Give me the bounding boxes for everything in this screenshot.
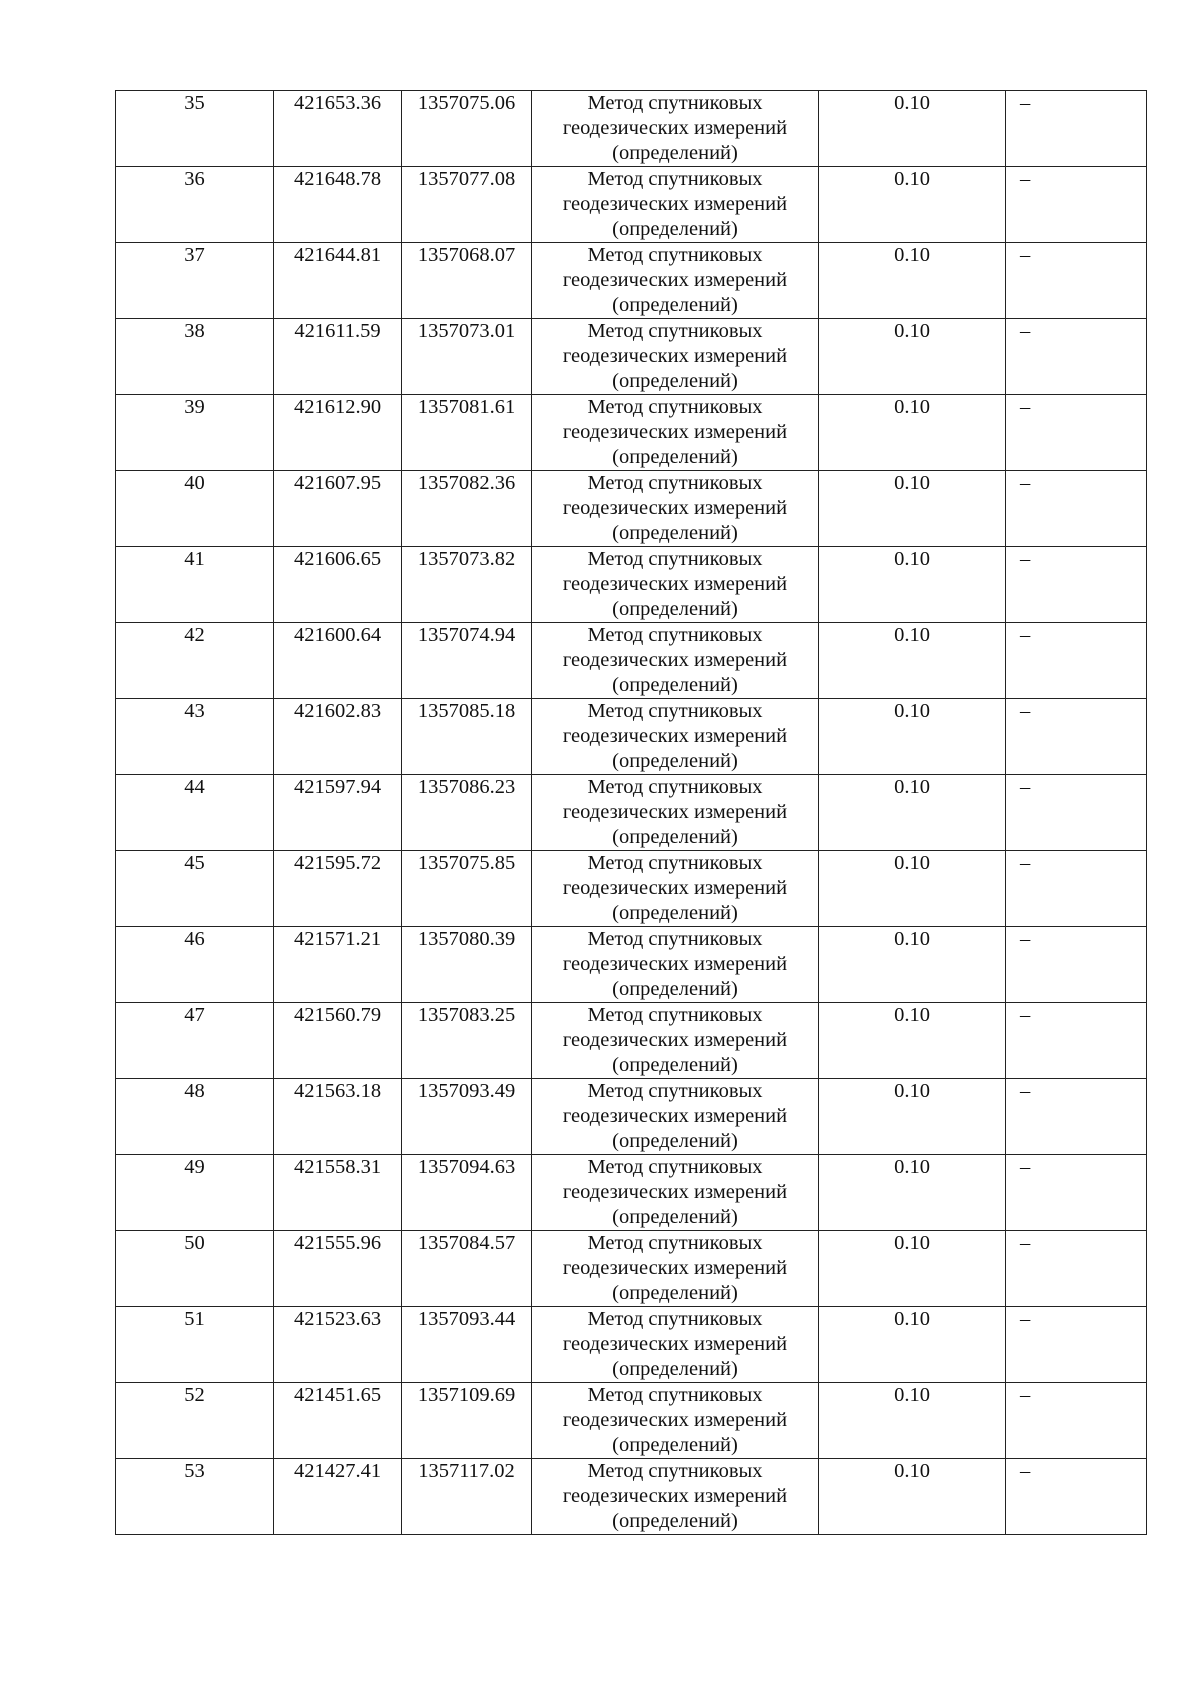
y-coordinate-cell-text: 1357081.61 — [417, 396, 516, 418]
point-number-cell-text: 45 — [184, 852, 205, 874]
note-cell-text: – — [1020, 700, 1031, 722]
y-coordinate-cell — [402, 699, 532, 775]
method-cell — [532, 319, 819, 395]
method-text-line: геодезических измерений — [562, 269, 788, 291]
point-number-cell — [116, 395, 274, 471]
note-cell-text: – — [1020, 1308, 1031, 1330]
note-cell — [1006, 395, 1147, 471]
table-row — [116, 927, 1147, 1003]
accuracy-cell — [819, 851, 1006, 927]
note-cell — [1006, 167, 1147, 243]
y-coordinate-cell-text: 1357082.36 — [417, 472, 516, 494]
y-coordinate-cell — [402, 395, 532, 471]
method-text-line: Метод спутниковых — [587, 1080, 763, 1102]
y-coordinate-cell — [402, 1307, 532, 1383]
x-coordinate-cell — [274, 1383, 402, 1459]
note-cell-text: – — [1020, 396, 1031, 418]
note-cell-text: – — [1020, 1004, 1031, 1026]
accuracy-cell-text: 0.10 — [894, 1156, 930, 1178]
x-coordinate-cell-text: 421648.78 — [293, 168, 382, 190]
accuracy-cell — [819, 1459, 1006, 1535]
point-number-cell-text: 43 — [184, 700, 205, 722]
point-number-cell — [116, 243, 274, 319]
method-cell — [532, 699, 819, 775]
accuracy-cell-text: 0.10 — [894, 700, 930, 722]
table-row — [116, 1003, 1147, 1079]
note-cell — [1006, 471, 1147, 547]
y-coordinate-cell — [402, 243, 532, 319]
table-row — [116, 1459, 1147, 1535]
y-coordinate-cell — [402, 1383, 532, 1459]
method-text-line: геодезических измерений — [562, 1029, 788, 1051]
x-coordinate-cell-text: 421607.95 — [293, 472, 382, 494]
point-number-cell-text: 36 — [184, 168, 205, 190]
y-coordinate-cell — [402, 91, 532, 167]
x-coordinate-cell — [274, 1155, 402, 1231]
y-coordinate-cell — [402, 927, 532, 1003]
method-text-line: (определений) — [612, 1282, 738, 1304]
accuracy-cell-text: 0.10 — [894, 168, 930, 190]
x-coordinate-cell-text: 421606.65 — [293, 548, 382, 570]
method-text-line: (определений) — [612, 370, 738, 392]
x-coordinate-cell — [274, 1231, 402, 1307]
accuracy-cell-text: 0.10 — [894, 1460, 930, 1482]
table-row — [116, 1155, 1147, 1231]
method-cell — [532, 471, 819, 547]
x-coordinate-cell — [274, 395, 402, 471]
point-number-cell-text: 48 — [184, 1080, 205, 1102]
method-text-line: Метод спутниковых — [587, 776, 763, 798]
note-cell-text: – — [1020, 320, 1031, 342]
x-coordinate-cell-text: 421555.96 — [293, 1232, 382, 1254]
method-text-line: (определений) — [612, 446, 738, 468]
method-text-line: Метод спутниковых — [587, 852, 763, 874]
accuracy-cell-text: 0.10 — [894, 396, 930, 418]
x-coordinate-cell — [274, 91, 402, 167]
accuracy-cell-text: 0.10 — [894, 320, 930, 342]
y-coordinate-cell-text: 1357075.06 — [417, 92, 516, 114]
x-coordinate-cell-text: 421611.59 — [294, 320, 381, 342]
note-cell-text: – — [1020, 1156, 1031, 1178]
point-number-cell — [116, 1383, 274, 1459]
y-coordinate-cell-text: 1357068.07 — [417, 244, 516, 266]
y-coordinate-cell-text: 1357117.02 — [418, 1460, 515, 1482]
accuracy-cell — [819, 167, 1006, 243]
note-cell — [1006, 1459, 1147, 1535]
method-text-line: (определений) — [612, 598, 738, 620]
y-coordinate-cell — [402, 1079, 532, 1155]
y-coordinate-cell-text: 1357109.69 — [417, 1384, 516, 1406]
y-coordinate-cell-text: 1357086.23 — [417, 776, 516, 798]
method-text-line: Метод спутниковых — [587, 1308, 763, 1330]
method-text-line: геодезических измерений — [562, 801, 788, 823]
method-text-line: (определений) — [612, 522, 738, 544]
y-coordinate-cell — [402, 775, 532, 851]
note-cell — [1006, 1079, 1147, 1155]
y-coordinate-cell-text: 1357093.44 — [417, 1308, 516, 1330]
note-cell-text: – — [1020, 244, 1031, 266]
method-text-line: (определений) — [612, 750, 738, 772]
note-cell — [1006, 1003, 1147, 1079]
x-coordinate-cell — [274, 775, 402, 851]
point-number-cell-text: 46 — [184, 928, 205, 950]
method-cell — [532, 91, 819, 167]
table-row — [116, 167, 1147, 243]
table-row — [116, 851, 1147, 927]
method-cell — [532, 1459, 819, 1535]
y-coordinate-cell-text: 1357073.82 — [417, 548, 516, 570]
point-number-cell — [116, 471, 274, 547]
point-number-cell-text: 35 — [184, 92, 205, 114]
method-cell — [532, 243, 819, 319]
table-row — [116, 91, 1147, 167]
method-text-line: (определений) — [612, 294, 738, 316]
y-coordinate-cell — [402, 547, 532, 623]
note-cell-text: – — [1020, 1080, 1031, 1102]
x-coordinate-cell — [274, 547, 402, 623]
accuracy-cell — [819, 1383, 1006, 1459]
point-number-cell — [116, 775, 274, 851]
x-coordinate-cell-text: 421571.21 — [293, 928, 382, 950]
method-cell — [532, 1003, 819, 1079]
method-text-line: (определений) — [612, 1054, 738, 1076]
table-row — [116, 1231, 1147, 1307]
table-row — [116, 1079, 1147, 1155]
y-coordinate-cell — [402, 1155, 532, 1231]
accuracy-cell — [819, 623, 1006, 699]
method-text-line: геодезических измерений — [562, 953, 788, 975]
note-cell — [1006, 547, 1147, 623]
table-row — [116, 319, 1147, 395]
note-cell-text: – — [1020, 776, 1031, 798]
method-text-line: геодезических измерений — [562, 877, 788, 899]
accuracy-cell-text: 0.10 — [894, 1232, 930, 1254]
note-cell-text: – — [1020, 548, 1031, 570]
point-number-cell-text: 49 — [184, 1156, 205, 1178]
method-cell — [532, 1155, 819, 1231]
accuracy-cell — [819, 471, 1006, 547]
accuracy-cell-text: 0.10 — [894, 472, 930, 494]
accuracy-cell — [819, 1155, 1006, 1231]
table-row — [116, 547, 1147, 623]
table-row — [116, 1307, 1147, 1383]
method-text-line: геодезических измерений — [562, 649, 788, 671]
method-cell — [532, 1307, 819, 1383]
x-coordinate-cell — [274, 699, 402, 775]
method-text-line: геодезических измерений — [562, 193, 788, 215]
method-cell — [532, 395, 819, 471]
note-cell — [1006, 775, 1147, 851]
point-number-cell — [116, 851, 274, 927]
y-coordinate-cell-text: 1357085.18 — [417, 700, 516, 722]
y-coordinate-cell — [402, 851, 532, 927]
x-coordinate-cell — [274, 1079, 402, 1155]
accuracy-cell — [819, 319, 1006, 395]
note-cell — [1006, 1231, 1147, 1307]
x-coordinate-cell-text: 421644.81 — [293, 244, 382, 266]
table-row — [116, 699, 1147, 775]
y-coordinate-cell-text: 1357073.01 — [417, 320, 516, 342]
accuracy-cell-text: 0.10 — [894, 1080, 930, 1102]
method-cell — [532, 851, 819, 927]
x-coordinate-cell — [274, 927, 402, 1003]
point-number-cell — [116, 547, 274, 623]
point-number-cell-text: 40 — [184, 472, 205, 494]
method-text-line: геодезических измерений — [562, 117, 788, 139]
method-text-line: Метод спутниковых — [587, 320, 763, 342]
x-coordinate-cell — [274, 1459, 402, 1535]
accuracy-cell-text: 0.10 — [894, 928, 930, 950]
note-cell-text: – — [1020, 168, 1031, 190]
method-text-line: Метод спутниковых — [587, 1156, 763, 1178]
accuracy-cell-text: 0.10 — [894, 776, 930, 798]
point-number-cell — [116, 623, 274, 699]
accuracy-cell — [819, 775, 1006, 851]
y-coordinate-cell-text: 1357093.49 — [417, 1080, 516, 1102]
accuracy-cell-text: 0.10 — [894, 624, 930, 646]
accuracy-cell — [819, 1079, 1006, 1155]
point-number-cell — [116, 167, 274, 243]
method-text-line: геодезических измерений — [562, 1409, 788, 1431]
point-number-cell — [116, 1079, 274, 1155]
y-coordinate-cell-text: 1357077.08 — [417, 168, 516, 190]
note-cell — [1006, 243, 1147, 319]
method-text-line: геодезических измерений — [562, 725, 788, 747]
point-number-cell-text: 42 — [184, 624, 205, 646]
point-number-cell-text: 53 — [184, 1460, 205, 1482]
point-number-cell-text: 47 — [184, 1004, 205, 1026]
method-text-line: геодезических измерений — [562, 573, 788, 595]
note-cell-text: – — [1020, 92, 1031, 114]
note-cell-text: – — [1020, 1232, 1031, 1254]
point-number-cell-text: 37 — [184, 244, 205, 266]
method-text-line: Метод спутниковых — [587, 1460, 763, 1482]
x-coordinate-cell-text: 421560.79 — [293, 1004, 382, 1026]
table-row — [116, 775, 1147, 851]
method-text-line: Метод спутниковых — [587, 396, 763, 418]
note-cell — [1006, 699, 1147, 775]
method-text-line: Метод спутниковых — [587, 92, 763, 114]
note-cell — [1006, 91, 1147, 167]
method-text-line: Метод спутниковых — [587, 1384, 763, 1406]
point-number-cell-text: 51 — [184, 1308, 205, 1330]
table-row — [116, 1383, 1147, 1459]
x-coordinate-cell — [274, 623, 402, 699]
x-coordinate-cell — [274, 851, 402, 927]
accuracy-cell-text: 0.10 — [894, 1004, 930, 1026]
table-row — [116, 471, 1147, 547]
x-coordinate-cell-text: 421653.36 — [293, 92, 382, 114]
accuracy-cell — [819, 91, 1006, 167]
table-row — [116, 623, 1147, 699]
method-text-line: (определений) — [612, 1206, 738, 1228]
note-cell-text: – — [1020, 624, 1031, 646]
accuracy-cell — [819, 1003, 1006, 1079]
note-cell-text: – — [1020, 852, 1031, 874]
method-cell — [532, 1079, 819, 1155]
point-number-cell — [116, 699, 274, 775]
x-coordinate-cell-text: 421427.41 — [293, 1460, 382, 1482]
table-row — [116, 395, 1147, 471]
y-coordinate-cell-text: 1357083.25 — [417, 1004, 516, 1026]
method-text-line: геодезических измерений — [562, 421, 788, 443]
y-coordinate-cell-text: 1357075.85 — [417, 852, 516, 874]
method-text-line: Метод спутниковых — [587, 168, 763, 190]
method-text-line: Метод спутниковых — [587, 1232, 763, 1254]
method-text-line: (определений) — [612, 902, 738, 924]
method-text-line: геодезических измерений — [562, 1181, 788, 1203]
x-coordinate-cell-text: 421451.65 — [293, 1384, 382, 1406]
x-coordinate-cell-text: 421597.94 — [293, 776, 382, 798]
method-cell — [532, 167, 819, 243]
method-cell — [532, 1231, 819, 1307]
point-number-cell — [116, 1231, 274, 1307]
accuracy-cell — [819, 1307, 1006, 1383]
point-number-cell — [116, 319, 274, 395]
point-number-cell-text: 44 — [184, 776, 205, 798]
table-body — [116, 91, 1147, 1535]
note-cell — [1006, 1383, 1147, 1459]
x-coordinate-cell — [274, 167, 402, 243]
x-coordinate-cell — [274, 1307, 402, 1383]
method-text-line: Метод спутниковых — [587, 548, 763, 570]
method-text-line: (определений) — [612, 1358, 738, 1380]
point-number-cell — [116, 1459, 274, 1535]
y-coordinate-cell — [402, 623, 532, 699]
note-cell — [1006, 927, 1147, 1003]
y-coordinate-cell-text: 1357080.39 — [417, 928, 516, 950]
x-coordinate-cell — [274, 1003, 402, 1079]
accuracy-cell-text: 0.10 — [894, 548, 930, 570]
method-cell — [532, 547, 819, 623]
method-cell — [532, 623, 819, 699]
accuracy-cell — [819, 699, 1006, 775]
accuracy-cell-text: 0.10 — [894, 1384, 930, 1406]
method-text-line: геодезических измерений — [562, 1105, 788, 1127]
point-number-cell-text: 38 — [184, 320, 205, 342]
y-coordinate-cell — [402, 471, 532, 547]
point-number-cell-text: 52 — [184, 1384, 205, 1406]
x-coordinate-cell-text: 421563.18 — [293, 1080, 382, 1102]
accuracy-cell-text: 0.10 — [894, 244, 930, 266]
method-text-line: (определений) — [612, 674, 738, 696]
point-number-cell-text: 39 — [184, 396, 205, 418]
note-cell — [1006, 319, 1147, 395]
point-number-cell — [116, 927, 274, 1003]
x-coordinate-cell-text: 421558.31 — [293, 1156, 382, 1178]
method-text-line: (определений) — [612, 978, 738, 1000]
point-number-cell-text: 50 — [184, 1232, 205, 1254]
note-cell — [1006, 1307, 1147, 1383]
accuracy-cell-text: 0.10 — [894, 92, 930, 114]
note-cell-text: – — [1020, 472, 1031, 494]
y-coordinate-cell — [402, 319, 532, 395]
point-number-cell — [116, 91, 274, 167]
note-cell-text: – — [1020, 1460, 1031, 1482]
note-cell-text: – — [1020, 928, 1031, 950]
x-coordinate-cell — [274, 243, 402, 319]
y-coordinate-cell — [402, 1231, 532, 1307]
method-text-line: (определений) — [612, 1130, 738, 1152]
x-coordinate-cell-text: 421523.63 — [293, 1308, 382, 1330]
x-coordinate-cell — [274, 471, 402, 547]
method-text-line: (определений) — [612, 1510, 738, 1532]
method-cell — [532, 775, 819, 851]
x-coordinate-cell-text: 421612.90 — [293, 396, 382, 418]
method-text-line: (определений) — [612, 826, 738, 848]
method-text-line: Метод спутниковых — [587, 624, 763, 646]
x-coordinate-cell-text: 421602.83 — [293, 700, 382, 722]
y-coordinate-cell — [402, 167, 532, 243]
accuracy-cell — [819, 547, 1006, 623]
x-coordinate-cell-text: 421595.72 — [293, 852, 382, 874]
y-coordinate-cell — [402, 1459, 532, 1535]
accuracy-cell — [819, 395, 1006, 471]
method-cell — [532, 927, 819, 1003]
accuracy-cell — [819, 1231, 1006, 1307]
x-coordinate-cell — [274, 319, 402, 395]
method-text-line: (определений) — [612, 218, 738, 240]
method-text-line: (определений) — [612, 142, 738, 164]
note-cell — [1006, 623, 1147, 699]
note-cell — [1006, 851, 1147, 927]
method-text-line: Метод спутниковых — [587, 1004, 763, 1026]
point-number-cell — [116, 1003, 274, 1079]
table-row — [116, 243, 1147, 319]
note-cell — [1006, 1155, 1147, 1231]
method-text-line: геодезических измерений — [562, 497, 788, 519]
accuracy-cell-text: 0.10 — [894, 852, 930, 874]
method-text-line: Метод спутниковых — [587, 244, 763, 266]
x-coordinate-cell-text: 421600.64 — [293, 624, 382, 646]
method-text-line: геодезических измерений — [562, 1485, 788, 1507]
point-number-cell — [116, 1307, 274, 1383]
method-text-line: Метод спутниковых — [587, 928, 763, 950]
accuracy-cell-text: 0.10 — [894, 1308, 930, 1330]
method-cell — [532, 1383, 819, 1459]
method-text-line: геодезических измерений — [562, 1333, 788, 1355]
method-text-line: (определений) — [612, 1434, 738, 1456]
y-coordinate-cell-text: 1357084.57 — [417, 1232, 516, 1254]
method-text-line: геодезических измерений — [562, 345, 788, 367]
y-coordinate-cell-text: 1357074.94 — [417, 624, 516, 646]
y-coordinate-cell — [402, 1003, 532, 1079]
method-text-line: Метод спутниковых — [587, 472, 763, 494]
method-text-line: Метод спутниковых — [587, 700, 763, 722]
accuracy-cell — [819, 927, 1006, 1003]
y-coordinate-cell-text: 1357094.63 — [417, 1156, 516, 1178]
method-text-line: геодезических измерений — [562, 1257, 788, 1279]
point-number-cell — [116, 1155, 274, 1231]
accuracy-cell — [819, 243, 1006, 319]
note-cell-text: – — [1020, 1384, 1031, 1406]
point-number-cell-text: 41 — [184, 548, 205, 570]
coordinates-table — [115, 90, 1147, 1535]
